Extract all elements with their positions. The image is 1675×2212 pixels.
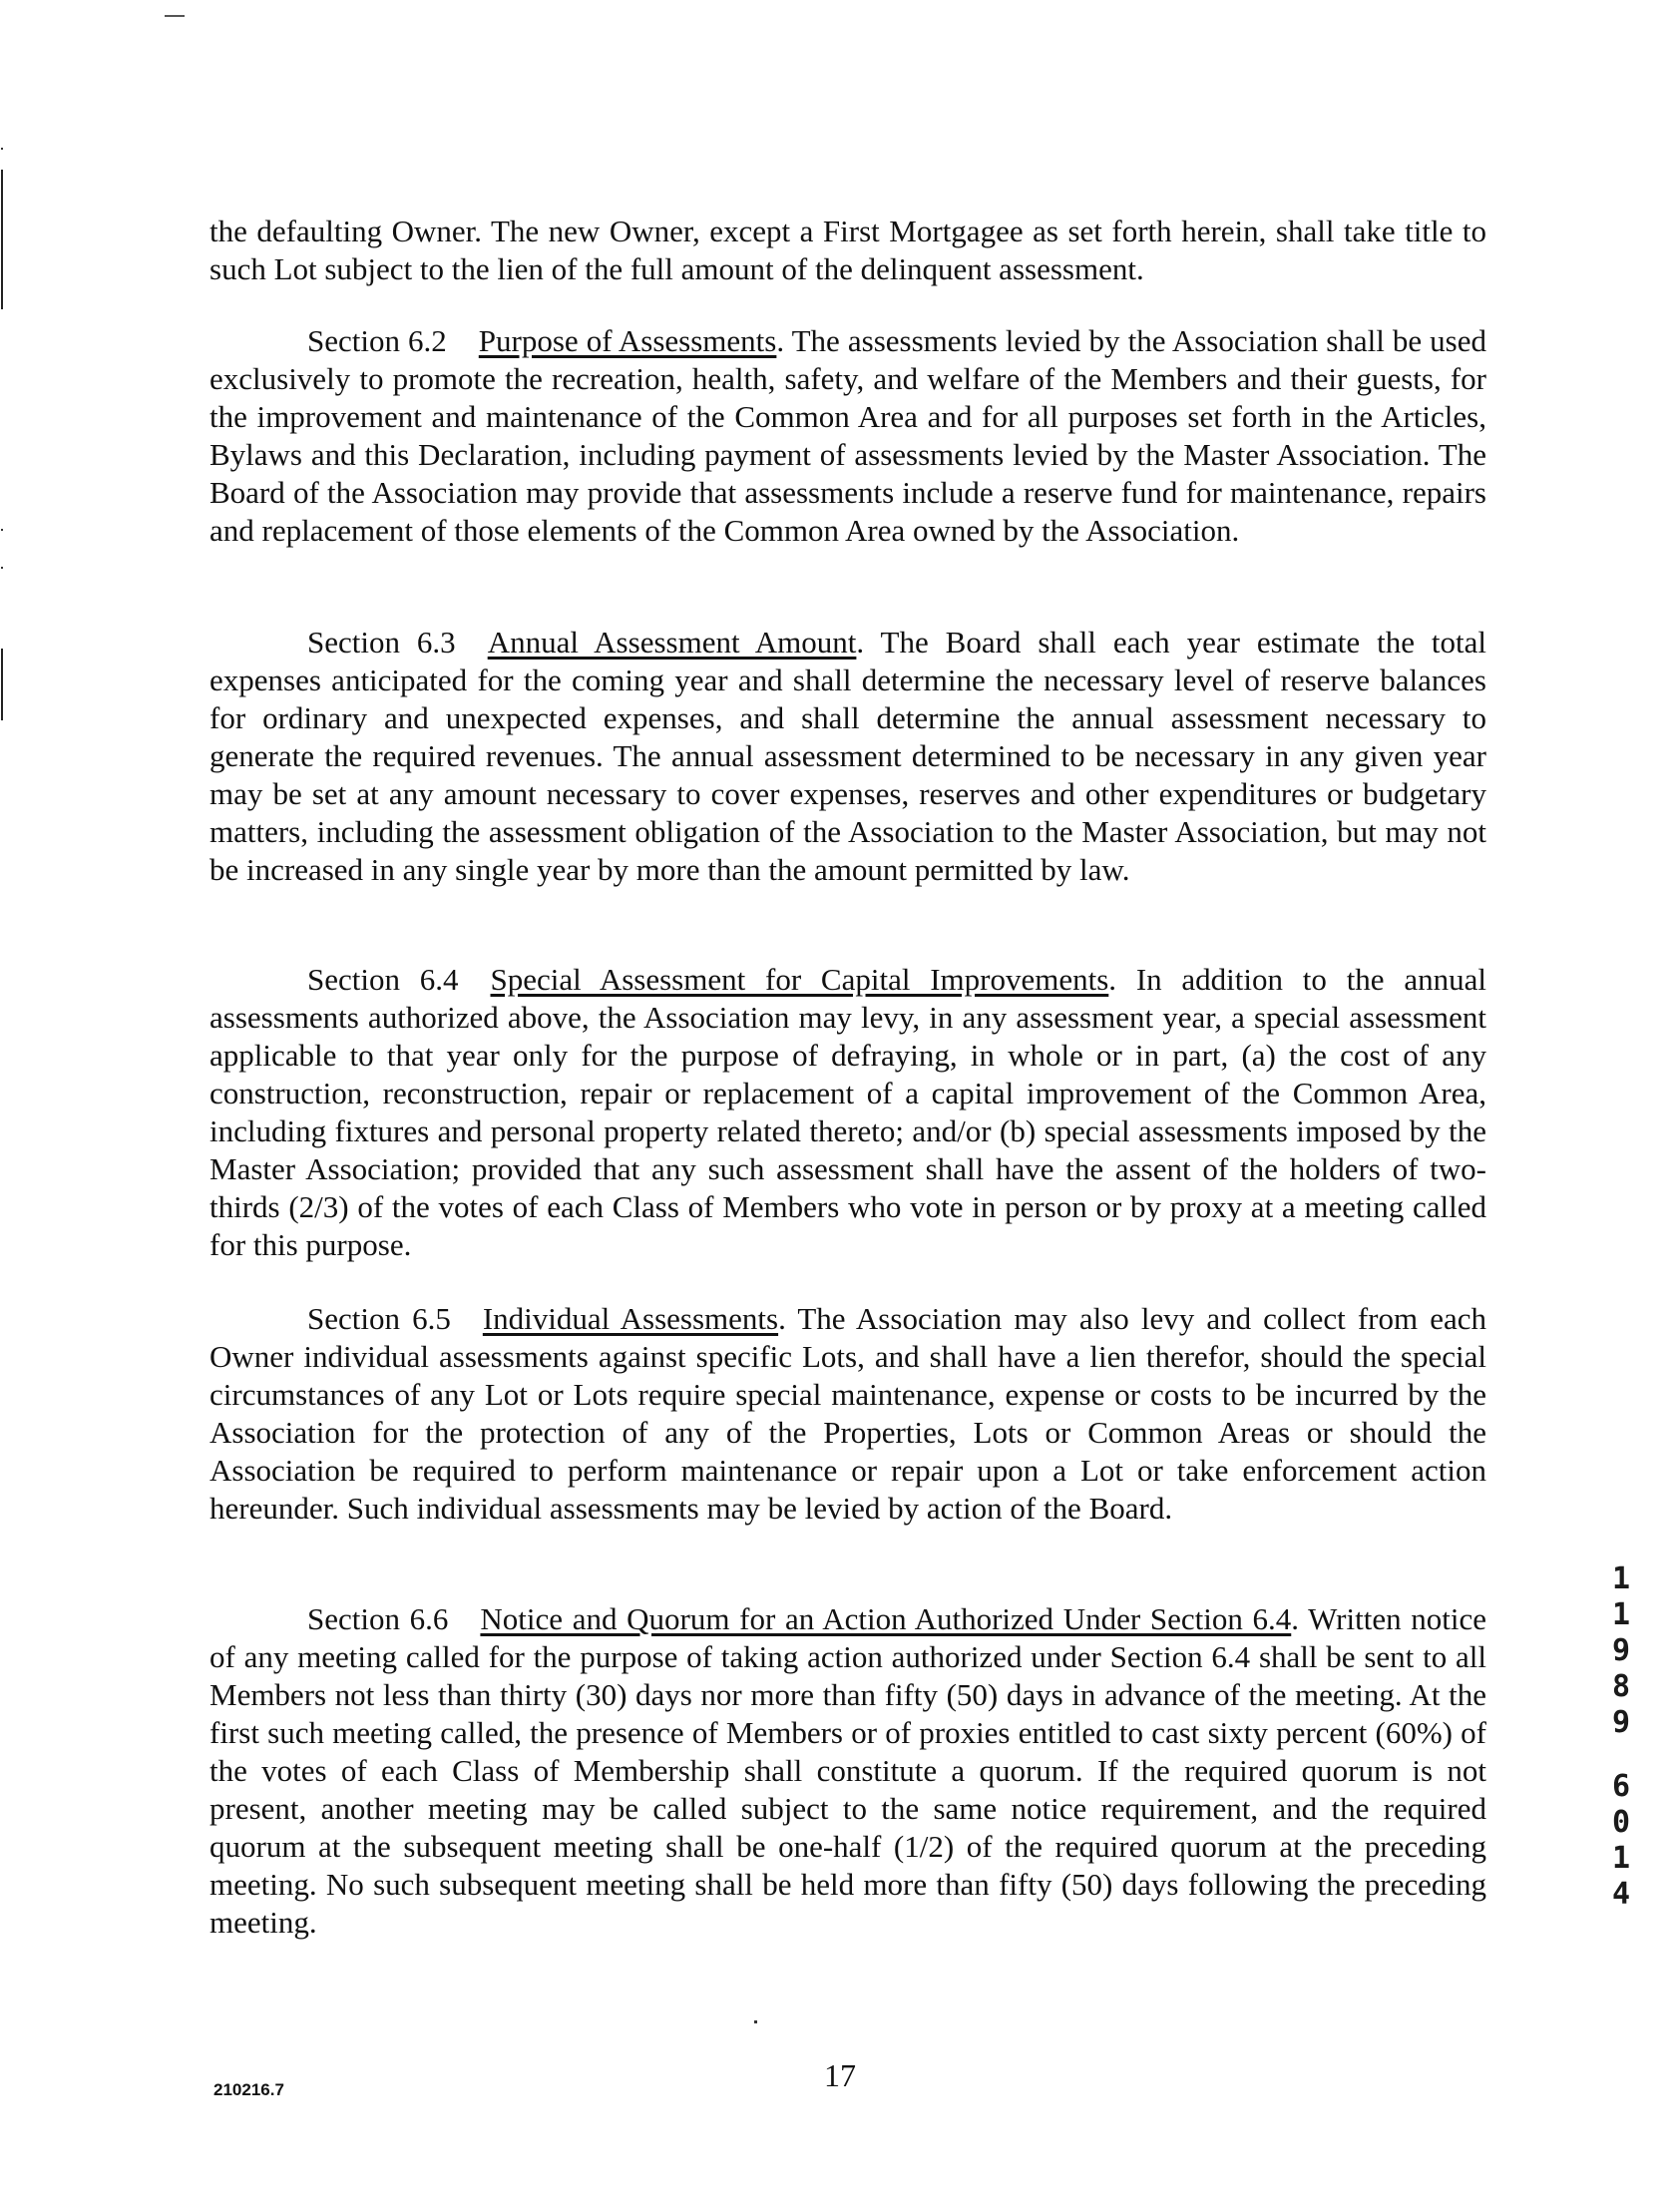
margin-digit: 9: [1611, 1705, 1631, 1740]
section-body: . The Association may also levy and collect from each Owner individual assessments against specific Lots, and shall have a lien therefor, should the special circumstances of any Lot or Lots require special maintenance, expense or costs to be incurred by the Association for the protection of any of the Properties, Lots or Common Areas or should the Association be required to perform maintenance or repair upon a Lot or take enforcement action hereunder. Such individual assessments may be levied by action of the Board.: [209, 1301, 1486, 1526]
margin-digit: 9: [1611, 1633, 1631, 1668]
page-number: 17: [824, 2057, 856, 2093]
section-6-4-paragraph: [209, 961, 1486, 1264]
margin-recording-number: [1601, 1561, 1641, 1913]
section-6-5-paragraph: [209, 1300, 1486, 1528]
margin-digit: 1: [1611, 1841, 1631, 1876]
scan-artifact-dot: [754, 2020, 757, 2023]
section-6-3-paragraph: [209, 624, 1486, 889]
scan-artifact-dash: [165, 15, 185, 17]
section-title: Individual Assessments: [482, 1301, 779, 1336]
scan-edge-mark: [1, 649, 3, 720]
section-number: Section 6.3: [307, 625, 456, 660]
section-body: . The assessments levied by the Association shall be used exclusively to promote the recreation, health, safety, and welfare of the Members and their guests, for the improvement and maintenance of the Common Area and for all purposes set forth in the Articles, Bylaws and this Declaration, including payment of assessments levied by the Master Association. The Board of the Association may provide that assessments include a reserve fund for maintenance, repairs and replacement of those elements of the Common Area owned by the Association.: [209, 323, 1486, 548]
section-number: Section 6.5: [307, 1301, 451, 1336]
section-body: . In addition to the annual assessments authorized above, the Association may levy, in any assessment year, a special assessment applicable to that year only for the purpose of defraying, in whole or in part, (a) the cost of any construction, reconstruction, repair or replacement of a capital improvement of the Common Area, including fixtures and personal property related thereto; and/or (b) special assessments imposed by the Master Association; provided that any such assessment shall have the assent of the holders of two-thirds (2/3) of the votes of each Class of Members who vote in person or by proxy at a meeting called for this purpose.: [209, 962, 1486, 1262]
margin-digit: 1: [1611, 1597, 1631, 1632]
opening-paragraph: the defaulting Owner. The new Owner, except a First Mortgagee as set forth herein, shall take title to such Lot subject to the lien of the full amount of the delinquent assessment.: [209, 214, 1486, 286]
section-number: Section 6.4: [307, 962, 459, 997]
section-title: Special Assessment for Capital Improvements: [490, 962, 1109, 997]
section-title: Purpose of Assessments: [478, 323, 777, 358]
section-title: Notice and Quorum for an Action Authorized Under Section 6.4: [480, 1601, 1292, 1636]
section-body: . Written notice of any meeting called for the purpose of taking action authorized under Section 6.4 shall be sent to all Members not less than thirty (30) days nor more than fifty (50) days in advance of the meeting. At the first such meeting called, the presence of Members or of proxies entitled to cast sixty percent (60%) of the votes of each Class of Membership shall constitute a quorum. If the required quorum is not present, another meeting may be called subject to the same notice requirement, and the required quorum at the subsequent meeting shall be one-half (1/2) of the required quorum at the preceding meeting. No such subsequent meeting shall be held more than fifty (50) days following the preceding meeting.: [209, 1601, 1486, 1940]
section-6-2-paragraph: [209, 322, 1486, 550]
scan-edge-mark: [1, 170, 3, 309]
margin-digit: 0: [1611, 1805, 1631, 1840]
scan-edge-dot: [1, 567, 3, 569]
scan-edge-dot: [1, 529, 3, 531]
margin-digit: 8: [1611, 1669, 1631, 1704]
margin-digit: 1: [1611, 1561, 1631, 1596]
section-title: Annual Assessment Amount: [487, 625, 857, 660]
margin-digit: 6: [1611, 1769, 1631, 1804]
scan-edge-dot: [1, 148, 3, 150]
document-code: 210216.7: [213, 2080, 284, 2099]
section-6-6-paragraph: [209, 1600, 1486, 1942]
section-number: Section 6.6: [307, 1601, 449, 1636]
margin-digit: 4: [1611, 1877, 1631, 1912]
section-body: . The Board shall each year estimate the total expenses anticipated for the coming year and shall determine the necessary level of reserve balances for ordinary and unexpected expenses, and shall determine the annual assessment necessary to generate the required revenues. The annual assessment determined to be necessary in any given year may be set at any amount necessary to cover expenses, reserves and other expenditures or budgetary matters, including the assessment obligation of the Association to the Master Association, but may not be increased in any single year by more than the amount permitted by law.: [209, 625, 1486, 887]
section-number: Section 6.2: [307, 323, 447, 358]
